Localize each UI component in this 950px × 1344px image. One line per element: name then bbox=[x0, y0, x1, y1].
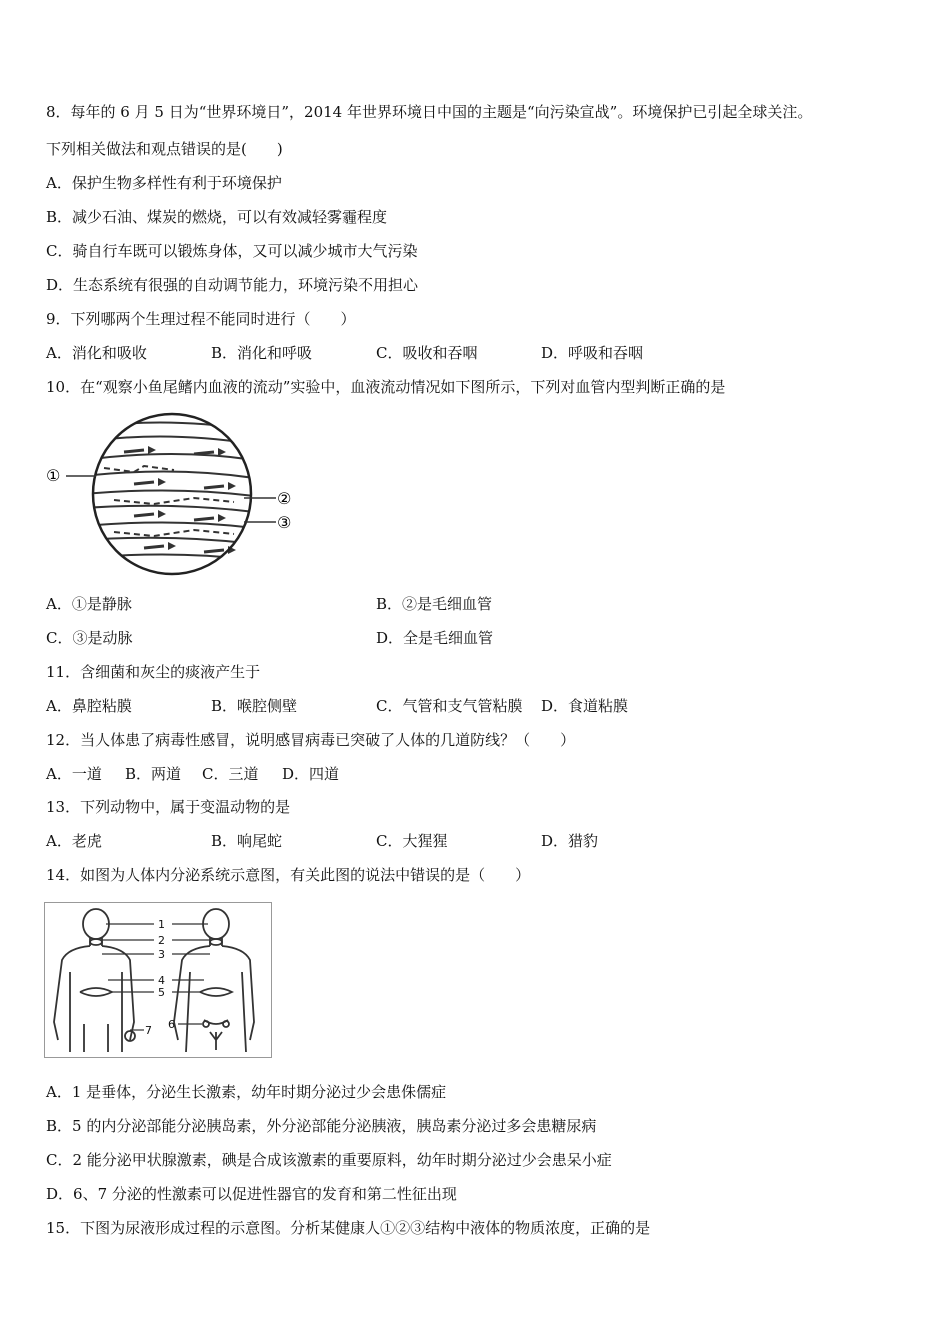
endocrine-system-figure bbox=[44, 902, 274, 1060]
label-2: ② bbox=[277, 489, 292, 508]
endocrine-label-7: 7 bbox=[145, 1024, 152, 1037]
q11-option-a: A．鼻腔粘膜 bbox=[46, 697, 132, 715]
q9-option-a: A．消化和吸收 bbox=[46, 344, 147, 362]
q10-option-c: C．③是动脉 bbox=[46, 629, 133, 647]
q12-option-b: B．两道 bbox=[125, 765, 182, 783]
q10-option-b: B．②是毛细血管 bbox=[376, 595, 493, 613]
q11-stem: 11．含细菌和灰尘的痰液产生于 bbox=[46, 663, 261, 681]
fish-tail-blood-flow-figure bbox=[44, 408, 304, 580]
q13-stem: 13．下列动物中，属于变温动物的是 bbox=[46, 798, 291, 816]
q13-option-b: B．响尾蛇 bbox=[211, 832, 283, 850]
q8-stem: 8．每年的 6 月 5 日为“世界环境日”，2014 年世界环境日中国的主题是“向污染宣战”。环境保护已引起全球关注。 bbox=[46, 103, 813, 121]
q14-option-d: D．6、7 分泌的性激素可以促进性器官的发育和第二性征出现 bbox=[46, 1185, 457, 1203]
q10-option-a: A．①是静脉 bbox=[46, 595, 132, 613]
q10-option-d: D．全是毛细血管 bbox=[376, 629, 494, 647]
q9-option-c: C．吸收和吞咽 bbox=[376, 344, 478, 362]
q12-option-d: D．四道 bbox=[282, 765, 340, 783]
endocrine-label-1: 1 bbox=[158, 918, 165, 931]
q14-stem: 14．如图为人体内分泌系统示意图，有关此图的说法中错误的是（ ） bbox=[46, 866, 531, 884]
label-3: ③ bbox=[277, 513, 292, 532]
q11-option-c: C．气管和支气管粘膜 bbox=[376, 697, 523, 715]
endocrine-label-3: 3 bbox=[158, 948, 165, 961]
q8-option-a: A．保护生物多样性有利于环境保护 bbox=[46, 174, 282, 192]
q8-option-d: D．生态系统有很强的自动调节能力，环境污染不用担心 bbox=[46, 276, 419, 294]
q13-option-c: C．大猩猩 bbox=[376, 832, 448, 850]
q11-option-b: B．喉腔侧壁 bbox=[211, 697, 298, 715]
q12-option-c: C．三道 bbox=[202, 765, 259, 783]
q15-stem: 15．下图为尿液形成过程的示意图。分析某健康人①②③结构中液体的物质浓度，正确的是 bbox=[46, 1219, 651, 1237]
q14-option-c: C．2 能分泌甲状腺激素，碘是合成该激素的重要原料，幼年时期分泌过少会患呆小症 bbox=[46, 1151, 612, 1169]
endocrine-label-2: 2 bbox=[158, 934, 165, 947]
label-1: ① bbox=[46, 466, 61, 485]
q13-option-a: A．老虎 bbox=[46, 832, 102, 850]
q8-option-c: C．骑自行车既可以锻炼身体，又可以减少城市大气污染 bbox=[46, 242, 418, 260]
q14-option-a: A．1 是垂体，分泌生长激素，幼年时期分泌过少会患侏儒症 bbox=[46, 1083, 447, 1101]
q9-stem: 9．下列哪两个生理过程不能同时进行（ ） bbox=[46, 310, 356, 328]
q10-stem: 10．在“观察小鱼尾鳍内血液的流动”实验中，血液流动情况如下图所示，下列对血管内型判断正确的是 bbox=[46, 378, 726, 396]
endocrine-label-6: 6 bbox=[168, 1018, 175, 1031]
q12-option-a: A．一道 bbox=[46, 765, 102, 783]
q9-option-d: D．呼吸和吞咽 bbox=[541, 344, 644, 362]
q9-option-b: B．消化和呼吸 bbox=[211, 344, 313, 362]
q14-option-b: B．5 的内分泌部能分泌胰岛素，外分泌部能分泌胰液，胰岛素分泌过多会患糖尿病 bbox=[46, 1117, 597, 1135]
endocrine-label-5: 5 bbox=[158, 986, 165, 999]
q13-option-d: D．猎豹 bbox=[541, 832, 599, 850]
q12-stem: 12．当人体患了病毒性感冒，说明感冒病毒已突破了人体的几道防线？（ ） bbox=[46, 731, 576, 749]
q8-option-b: B．减少石油、煤炭的燃烧，可以有效减轻雾霾程度 bbox=[46, 208, 388, 226]
endocrine-label-4: 4 bbox=[158, 974, 165, 987]
q11-option-d: D．食道粘膜 bbox=[541, 697, 629, 715]
q8-stem-cont: 下列相关做法和观点错误的是( ) bbox=[46, 140, 283, 158]
